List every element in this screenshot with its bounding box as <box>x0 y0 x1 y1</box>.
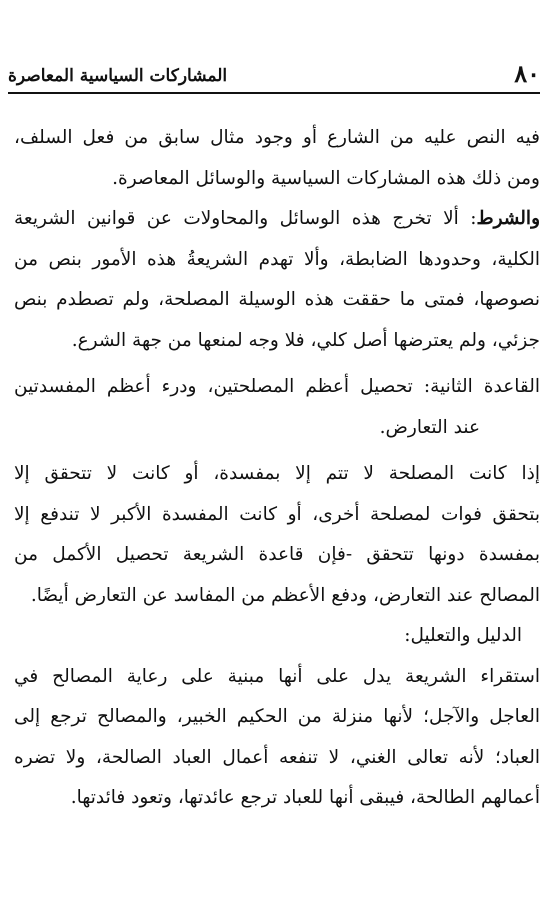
text-line: إذا كانت المصلحة لا تتم إلا بمفسدة، أو كانت لا تتحقق إلا <box>14 463 540 484</box>
text-line: بتحقق فوات لمصلحة أخرى، أو كانت المفسدة الأكبر لا تندفع إلا <box>14 503 540 525</box>
text-line: فيه النص عليه من الشارع أو وجود مثال سابق من فعل السلف، <box>14 127 540 148</box>
text-line: الكلية، وحدودها الضابطة، وألا تهدم الشريعةُ هذه الأمور بنص من <box>14 248 540 270</box>
text-line: استقراء الشريعة يدل على أنها مبنية على رعاية المصالح في <box>14 665 540 687</box>
text-line: العباد؛ لأنه تعالى الغني، لا تنفعه أعمال العباد الصالحة، ولا تضره <box>14 746 540 768</box>
text-line: العاجل والآجل؛ لأنها منزلة من الحكيم الخبير، والمصالح ترجع إلى <box>14 706 540 727</box>
text-line: المصالح عند التعارض، ودفع الأعظم من المفاسد عن التعارض أيضًا. <box>30 584 540 606</box>
text-line-rest: : ألا تخرج هذه الوسائل والمحاولات عن قوانين الشريعة <box>14 208 477 229</box>
text-line: نصوصها، فمتى ما حققت هذه الوسيلة المصلحة، ولم تصطدم بنص <box>14 289 540 310</box>
evidence-heading: الدليل والتعليل: <box>404 625 522 646</box>
text-line <box>14 199 540 240</box>
text-line: بمفسدة دونها تتحقق -فإن قاعدة الشريعة تحصيل الأكمل من <box>14 544 540 565</box>
text-line: أعمالهم الطالحة، فيبقى أنها للعباد ترجع عائدتها، وتعود فائدتها. <box>70 787 540 808</box>
rule-heading-line: عند التعارض. <box>379 416 480 438</box>
running-title: المشاركات السياسية المعاصرة <box>8 66 228 86</box>
condition-lead: والشرط <box>476 208 540 229</box>
body-text <box>14 118 540 819</box>
text-line: ومن ذلك هذه المشاركات السياسية والوسائل المعاصرة. <box>112 167 540 189</box>
page-header <box>8 58 540 94</box>
text-line: جزئي، ولم يعترضها أصل كلي، فلا وجه لمنعها من جهة الشرع. <box>71 329 540 351</box>
page-number: ٨٠ <box>514 59 540 88</box>
rule-heading-line: القاعدة الثانية: تحصيل أعظم المصلحتين، ودرء أعظم المفسدتين <box>14 376 540 397</box>
